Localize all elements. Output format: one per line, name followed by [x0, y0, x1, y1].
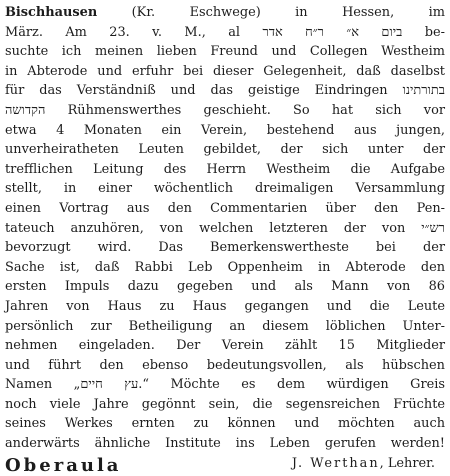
- article-line-1: [5, 3, 445, 23]
- article-line-19: und führt den ebenso bedeutungsvollen, als hübschen: [5, 357, 445, 373]
- article-line-23: anderwärts ähnliche Institute ins Leben gerufen werden!: [5, 436, 445, 452]
- article-line-2-end: be-: [402, 24, 445, 40]
- place-name-heading: Bischhausen: [5, 5, 98, 20]
- article-line-5-start: für das Verständniß und das geistige Eindringen: [5, 83, 403, 99]
- article-line-13: bevorzugt wird. Das Bemerkenswertheste bei der: [5, 240, 445, 256]
- article-line-4: in Abterode und erfuhr bei dieser Gelegenheit, daß daselbst: [5, 63, 445, 79]
- article-line-20-end: .“ Möchte es dem würdigen Greis: [138, 377, 445, 393]
- hebrew-word-rashi: רש״י: [421, 220, 445, 236]
- article-line-2-start: März. Am 23. v. M., al: [5, 24, 241, 40]
- author-name: J. Werthan: [291, 455, 380, 471]
- newspaper-article: [5, 3, 445, 473]
- article-line-20: [5, 375, 445, 395]
- article-line-11: einen Vortrag aus den Commentarien über den Pen-: [5, 200, 445, 216]
- article-line-16: Jahren von Haus zu Haus gegangen und die Leute: [5, 298, 445, 314]
- next-article-heading-text: Oberaula: [5, 455, 122, 476]
- article-line-21: noch viele Jahre gegönnt sein, die segensreichen Früchte: [5, 396, 445, 412]
- next-article-heading-cut: [5, 455, 205, 476]
- article-line-20-start: Namen „: [5, 377, 81, 393]
- article-line-22: seines Werkes ernten zu können und möchten auch: [5, 416, 445, 432]
- article-line-14: Sache ist, daß Rabbi Leb Oppenheim in Abterode den: [5, 259, 445, 275]
- article-line-18: nehmen eingeladen. Der Verein zählt 15 Mitglieder: [5, 338, 445, 354]
- article-line-3: suchte ich meinen lieben Freund und Collegen Westheim: [5, 44, 445, 60]
- article-line-2: [5, 23, 445, 43]
- article-line-1-rest: (Kr. Eschwege) in Hessen, im: [97, 5, 445, 20]
- author-title: , Lehrer.: [379, 455, 435, 471]
- article-line-7: etwa 4 Monaten ein Verein, bestehend aus jungen,: [5, 122, 445, 138]
- article-line-8: unverheiratheten Leuten gebildet, der sich unter der: [5, 142, 445, 158]
- article-line-12-start: tateuch anzuhören, von welchen letzteren der von: [5, 220, 422, 236]
- article-line-6: [5, 101, 445, 121]
- hebrew-name-etz-chaim: עץ חיים: [80, 377, 139, 393]
- article-line-5: [5, 81, 445, 101]
- hebrew-word-torah: בתורתינו: [402, 83, 445, 99]
- article-line-12: [5, 219, 445, 239]
- article-line-6-rest: Rühmenswerthes geschieht. So hat sich vor: [45, 102, 445, 118]
- article-line-10: stellt, in einer wöchentlich dreimaligen Versammlung: [5, 181, 445, 197]
- hebrew-date-phrase: ביום א״ ר״ח אדר: [262, 24, 403, 40]
- article-line-15: ersten Impuls dazu gegeben und als Mann von 86: [5, 279, 445, 295]
- article-line-17: persönlich zur Betheiligung an diesem löblichen Unter-: [5, 318, 445, 334]
- hebrew-word-holy: הקדושה: [5, 102, 46, 118]
- article-line-9: trefflichen Leitung des Herrn Westheim die Aufgabe: [5, 161, 445, 177]
